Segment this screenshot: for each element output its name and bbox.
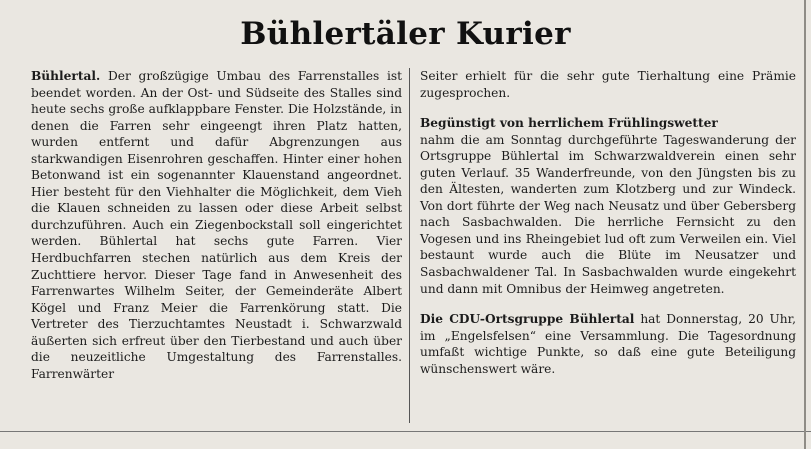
article-cdu: [420, 311, 796, 377]
article-body-wanderung: nahm die am Sonntag durchgeführte Tageswanderung der Ortsgruppe Bühlertal im Schwarzwaldverein einen sehr guten Verlauf. 35 Wanderfreunde, von den Jüngsten bis zu den Ältesten, wanderten zum Klotzberg und zur Windeck. Von dort führte der Weg nach Neusatz und über Gebersberg nach Sasbachwalden. Die herrliche Fernsicht zu den Vogesen und ins Rheingebiet lud oft zum Verweilen ein. Viel bestaunt wurde auch die Blüte im Neusatzer und Sasbachwaldener Tal. In Sasbachwalden wurde eingekehrt und dann mit Omnibus der Heimweg angetreten.: [420, 132, 796, 296]
article-body: Der großzügige Umbau des Farrenstalles ist beendet worden. An der Ost- und Südseite des Stalles sind heute sechs große aufklappbare Fenster. Die Holzstände, in denen die Farren sehr eingeengt ihren Platz hatten, wurden entfernt und dafür Abgrenzungen aus starkwandigen Eisenrohren geschaffen. Hinter einer hohen Betonwand ist ein sogenannter Klauenstand angeordnet. Hier besteht für den Viehhalter die Möglichkeit, dem Vieh die Klauen schneiden zu lassen oder diese Arbeit selbst durchzuführen. Auch ein Ziegenbockstall soll eingerichtet werden. Bühlertal hat sechs gute Farren. Vier Herdbuchfarren stechen natürlich aus dem Kreis der Zuchttiere hervor. Dieser Tage fand in Anwesenheit des Farrenwartes Wilhelm Seiter, der Gemeinderäte Albert Kögel und Franz Meier die Farrenkörung statt. Die Vertreter des Tierzuchtamtes Neustadt i. Schwarzwald äußerten sich erfreut über den Tierbestand und auch über die neuzeitliche Umgestaltung des Farrenstalles. Farrenwärter: [31, 69, 403, 381]
paragraph-gap: [420, 297, 796, 311]
article-heading-wanderung: Begünstigt von herrlichem Frühlingswetter: [420, 116, 718, 131]
right-column: [420, 68, 796, 377]
column-divider: [409, 68, 410, 423]
article-body-cdu: hat Donnerstag, 20 Uhr, im „Engelsfelsen“ eine Versammlung. Die Tagesordnung umfaßt wichtige Punkte, so daß eine gute Beteiligung wünschenswert wäre.: [420, 312, 797, 376]
article-farrenstall: [31, 68, 402, 382]
article-lead-place: Bühlertal.: [31, 69, 101, 83]
left-column: [31, 68, 402, 382]
clipping-edge: [804, 0, 806, 449]
bottom-rule: [0, 431, 811, 432]
article-continuation: Seiter erhielt für die sehr gute Tierhaltung eine Prämie zugesprochen.: [420, 69, 796, 100]
article-lead-cdu: Die CDU-Ortsgruppe Bühlertal: [420, 312, 635, 327]
paragraph-gap: [420, 101, 796, 115]
headline: Bühlertäler Kurier: [240, 16, 571, 52]
